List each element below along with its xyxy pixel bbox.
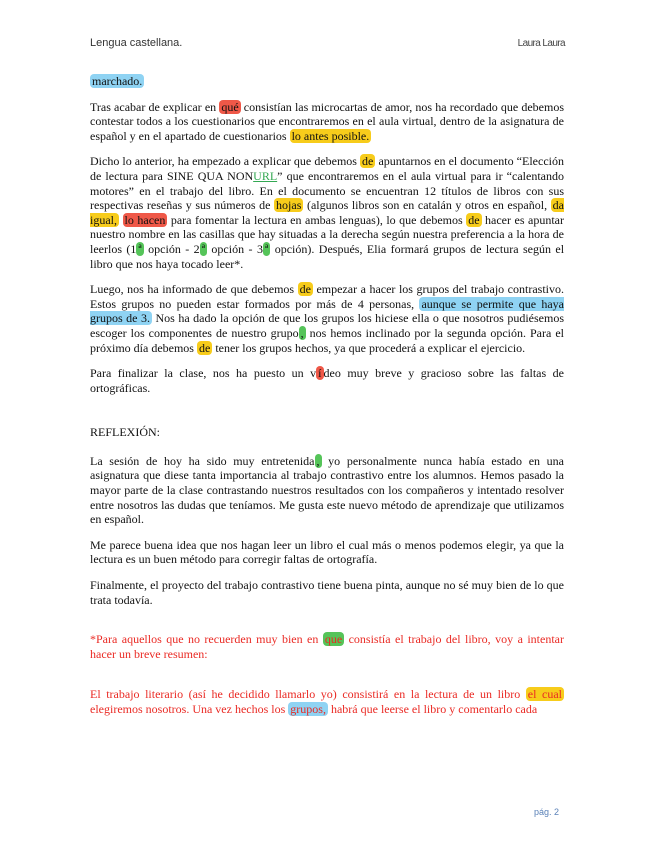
highlight-yellow: de [362, 154, 374, 169]
text-run: Nos ha dado la opción de que los grupos los hiciese ella o que nosotros pudiésemos escoger los componentes de nuestro grupo [90, 311, 564, 340]
text-run: Finalmente, el proyecto del trabajo contrastivo tiene buena pinta, aunque no sé muy bien de lo que trata todavía. [90, 578, 564, 607]
highlight-red: lo hacen [124, 212, 166, 227]
header-title: Lengua castellana. [90, 37, 183, 49]
highlight-red: qué [221, 99, 239, 114]
highlight-blue: marchado. [92, 74, 143, 88]
text-run: habrá que leerse el libro y comentarlo cada [327, 702, 538, 716]
text-run: opción - 3 [207, 241, 263, 256]
highlight-green: ª [264, 241, 269, 256]
paragraph-1 [90, 100, 564, 144]
highlight-yellow: el cual [527, 687, 562, 702]
paragraph-6 [90, 538, 564, 567]
paragraph-3 [90, 282, 564, 355]
highlight-green: que [324, 632, 343, 647]
text-run: consistían las microcartas de amor, nos ha recordado que debemos contestar todos a los cuestionarios que encontraremos en el aula virtual, dentro de la asignatura de español y en el apartado de cuestionarios [90, 99, 564, 143]
text-run: yo personalmente nunca había estado en una asignatura que diese tanta importancia al trabajo contrastivo entre los alumnos. Hemos pasado la mayor parte de la clase contrastando nuestros resultados con los compañeros y intentado resolver entre nosotros las dudas que teníamos. Me gusta este nuevo método de aprendizaje que utilizamos en español. [90, 453, 564, 527]
highlight-green: ª [201, 241, 205, 256]
url-link[interactable]: URL [253, 168, 278, 183]
text-run: nos hemos inclinado por la segunda opción. Para el próximo día debemos [90, 325, 564, 355]
highlight-green: , [300, 325, 304, 340]
text-run: deo muy breve y gracioso sobre las faltas de ortográficas. [90, 366, 564, 395]
text-run: apuntarnos en el documento “Elección de lectura para SINE QUA NON [90, 154, 564, 183]
text-run: opción - 2 [143, 241, 200, 256]
text-run: Luego, nos ha informado de que debemos [90, 282, 298, 297]
text-run: hacer es apuntar nuestro nombre en las casillas que hay situadas a la derecha según nuestra preferencia a la hora de leerlos (1 [90, 212, 565, 256]
text-run: La sesión de hoy ha sido muy entretenida [90, 453, 315, 468]
text-run: empezar a hacer los grupos del trabajo contrastivo. Estos grupos no pueden estar formados por más de 4 personas, [90, 282, 564, 311]
text-run: El trabajo literario (así he decidido llamarlo yo) consistirá en la lectura de un libro [90, 687, 526, 702]
highlight-red: í [318, 366, 322, 381]
highlight-green: , [316, 453, 320, 468]
paragraph-2 [90, 154, 564, 271]
highlight-yellow: hojas [276, 198, 302, 213]
paragraph-9-note [90, 687, 564, 716]
text-run: Me parece buena idea que nos hagan leer un libro el cual más o menos podemos elegir, ya que la lectura es un buen método para corregir faltas de ortografía. [90, 537, 564, 567]
highlight-blue: aunque se permite que haya grupos de 3. [90, 296, 565, 326]
text-run: tener los grupos hechos, ya que procederá a explicar el ejercicio. [212, 340, 526, 355]
paragraph-8-note [90, 632, 564, 661]
paragraph-5 [90, 454, 564, 527]
paragraph-0 [90, 74, 564, 89]
reflexion-heading: REFLEXIÓN: [90, 425, 160, 440]
text-run: opción). Después, Elia formará grupos de lectura según el libro que nos haya tocado leer*. [90, 241, 565, 271]
highlight-blue: grupos, [290, 702, 326, 716]
document-body [90, 74, 564, 728]
text-run [119, 213, 123, 227]
text-run: Dicho lo anterior, ha empezado a explicar que debemos [90, 154, 361, 169]
text-run: Tras acabar de explicar en [90, 99, 220, 114]
text-run: *Para aquellos que no recuerden muy bien en [90, 632, 323, 647]
highlight-yellow: de [299, 282, 311, 297]
text-run: para fomentar la lectura en ambas lenguas), lo que debemos [167, 212, 467, 227]
highlight-yellow: de [468, 212, 480, 227]
paragraph-7 [90, 578, 564, 607]
highlight-yellow: da igual, [90, 198, 564, 227]
text-run: elegiremos nosotros. Una vez hechos los [90, 702, 289, 716]
highlight-yellow: de [198, 340, 211, 355]
paragraph-4 [90, 366, 564, 395]
text-run: (algunos libros son en catalán y otros en español, [303, 198, 551, 213]
text-run: consistía el trabajo del libro, voy a intentar hacer un breve resumen: [90, 632, 564, 661]
text-run: Para finalizar la clase, nos ha puesto un v [90, 366, 317, 381]
text-run: ” que encontraremos en el aula virtual para ir “calentando motores” en el trabajo del libro. En el documento se encuentran 12 títulos de libros con sus respectivas reseñas y sus números de [90, 168, 564, 213]
page-number: pág. 2 [534, 807, 560, 817]
highlight-yellow: lo antes posible. [291, 128, 370, 143]
header-author-name: Laura Laura [517, 38, 565, 49]
highlight-green: ª [138, 241, 142, 256]
